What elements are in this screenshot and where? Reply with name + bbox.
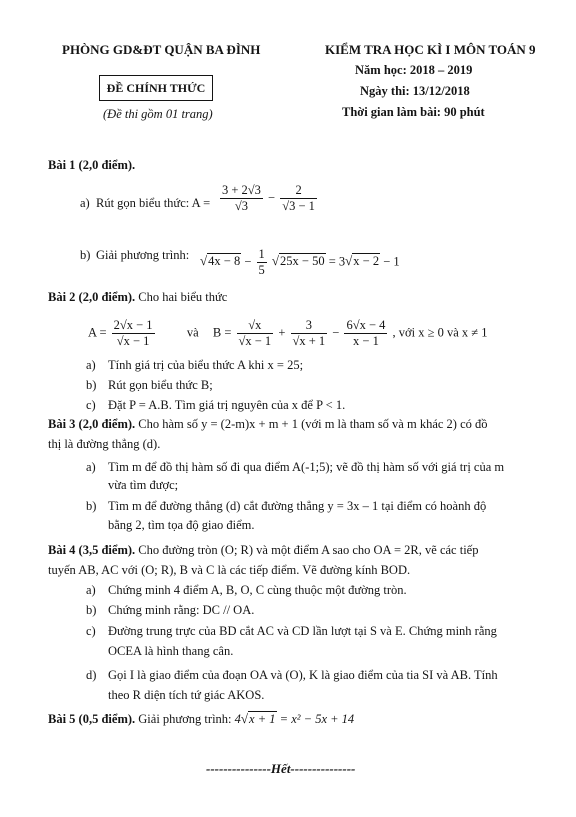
list-item: [86, 603, 254, 618]
item-label: a): [86, 358, 96, 372]
bai1-a-expression: [218, 183, 319, 214]
bai2-expression: [88, 318, 488, 349]
minus-sign: −: [268, 190, 276, 205]
exam-duration: Thời gian làm bài: 90 phút: [342, 105, 485, 119]
school-year: Năm học: 2018 – 2019: [355, 63, 473, 77]
item-label: d): [86, 668, 97, 682]
bai1-b-label: b): [80, 248, 91, 262]
equals-three: = 3: [328, 254, 346, 269]
bai3-title: Bài 3 (2,0 điểm).: [48, 417, 136, 431]
list-item: [86, 460, 504, 475]
bai5-title: Bài 5 (0,5 điểm).: [48, 712, 136, 726]
item-text: Rút gọn biểu thức B;: [108, 378, 213, 392]
item-text: Tìm m để đường thẳng (d) cắt đường thẳng y = 3x – 1 tại điểm có hoành độ: [108, 499, 487, 513]
bai3-intro-line2: thị là đường thẳng (d).: [48, 437, 161, 451]
domain-condition: , với x ≥ 0 và x ≠ 1: [392, 325, 488, 340]
a-den: √x − 1: [116, 334, 150, 348]
b2-den: √x + 1: [292, 334, 326, 348]
bai1-b-text: Giải phương trình:: [96, 248, 190, 262]
item-text-continued: theo R diện tích tứ giác AKOS.: [108, 688, 265, 702]
item-text: Tính giá trị của biểu thức A khi x = 25;: [108, 358, 304, 372]
item-text: Tìm m để đồ thị hàm số đi qua điểm A(-1;5); vẽ đồ thị hàm số với giá trị của m: [108, 460, 505, 474]
a-num: 2√x − 1: [113, 318, 153, 332]
one-fifth-fraction: [257, 247, 267, 278]
bai4-intro-line2: tuyến AB, AC với (O; R), B và C là các tiếp điểm. Vẽ đường kính BOD.: [48, 563, 411, 577]
radical: √25x − 50: [271, 253, 325, 269]
radical: √4x − 8: [200, 253, 241, 269]
bai3-heading: [48, 417, 488, 432]
radicand: 4x − 8: [208, 254, 241, 269]
b1-den: √x − 1: [238, 334, 272, 348]
plus-sign: +: [278, 325, 286, 340]
bai1-b-expression: [200, 247, 400, 278]
b3-den: x − 1: [353, 334, 379, 348]
bai3-intro-line1: Cho hàm số y = (2-m)x + m + 1 (với m là tham số và m khác 2) có đồ: [138, 417, 488, 431]
item-label: a): [86, 460, 96, 474]
fraction-den: 5: [258, 263, 265, 277]
official-stamp-box: [99, 75, 213, 101]
b-fraction-1: [237, 318, 274, 349]
radical: √x − 2: [345, 253, 380, 269]
exam-date: Ngày thi: 13/12/2018: [360, 84, 470, 98]
item-label: c): [86, 398, 96, 412]
bai1-a-frac1-num: 3 + 2√3: [222, 183, 261, 197]
item-text-continued: OCEA là hình thang cân.: [108, 644, 234, 658]
item-text: Chứng minh rằng: DC // OA.: [108, 603, 255, 617]
bai4-intro-line1: Cho đường tròn (O; R) và một điểm A sao cho OA = 2R, vẽ các tiếp: [138, 543, 479, 557]
item-text: Chứng minh 4 điểm A, B, O, C cùng thuộc một đường tròn.: [108, 583, 407, 597]
item-text: Đặt P = A.B. Tìm giá trị nguyên của x để P < 1.: [108, 398, 346, 412]
bai2-title: Bài 2 (2,0 điểm).: [48, 290, 136, 304]
bai1-a-frac1-den: √3: [234, 199, 249, 213]
bai2-intro: Cho hai biểu thức: [138, 290, 228, 304]
radicand: 25x − 50: [280, 254, 325, 269]
b1-num: √x: [237, 318, 274, 334]
a-fraction: [112, 318, 155, 349]
item-text: Gọi I là giao điểm của đoạn OA và (O), K là giao điểm của tia SI và AB. Tính: [108, 668, 498, 682]
list-item: [86, 668, 498, 683]
minus-one: − 1: [383, 254, 400, 269]
bai4-heading: [48, 543, 478, 558]
bai1-a-frac2: [280, 183, 317, 214]
item-label: b): [86, 499, 97, 513]
bai2-heading: [48, 290, 227, 305]
a-lhs: A =: [88, 325, 107, 340]
minus-sign: −: [244, 254, 252, 269]
bai5-heading: [48, 711, 354, 727]
b2-num: 3: [291, 318, 328, 334]
official-label: ĐỀ CHÍNH THỨC: [106, 81, 206, 95]
item-text-continued: vừa tìm được;: [108, 478, 179, 492]
radicand: x − 2: [353, 254, 380, 269]
department-name: PHÒNG GD&ĐT QUẬN BA ĐÌNH: [62, 42, 261, 57]
list-item: [86, 398, 345, 413]
list-item: [86, 499, 486, 514]
pages-note: (Đề thi gồm 01 trang): [103, 107, 213, 121]
b-fraction-2: [291, 318, 328, 349]
bai1-a-frac1: [220, 183, 263, 214]
radical: √x + 1: [240, 711, 276, 726]
bai1-title: Bài 1 (2,0 điểm).: [48, 158, 136, 172]
b3-num: 6√x − 4: [346, 318, 386, 332]
bai1-a-label: a): [80, 196, 90, 210]
b-lhs: B =: [212, 325, 232, 340]
bai4-title: Bài 4 (3,5 điểm).: [48, 543, 136, 557]
list-item: [86, 624, 497, 639]
minus-sign: −: [332, 325, 340, 340]
list-item: [86, 583, 407, 598]
fraction-num: 1: [258, 247, 265, 261]
bai5-text: Giải phương trình:: [138, 712, 232, 726]
list-item: [86, 358, 303, 373]
item-label: b): [86, 378, 97, 392]
exam-title: KIỂM TRA HỌC KÌ I MÔN TOÁN 9: [325, 42, 536, 57]
bai5-expression: [235, 712, 355, 726]
end-mark: ---------------Hết---------------: [206, 761, 356, 776]
right-hand-side: = x² − 5x + 14: [279, 712, 355, 726]
list-item: [86, 378, 213, 393]
coefficient: 4: [234, 712, 241, 726]
bai1-a-frac2-num: 2: [280, 183, 317, 199]
radicand: x + 1: [249, 712, 276, 726]
bai1-a-text: Rút gọn biểu thức: A =: [96, 196, 211, 210]
item-label: b): [86, 603, 97, 617]
item-text-continued: bằng 2, tìm tọa độ giao điểm.: [108, 518, 255, 532]
and-word: và: [186, 325, 199, 340]
item-label: a): [86, 583, 96, 597]
item-label: c): [86, 624, 96, 638]
b-fraction-3: [344, 318, 387, 349]
item-text: Đường trung trực của BD cắt AC và CD lần lượt tại S và E. Chứng minh rằng: [108, 624, 497, 638]
bai1-a-frac2-den: √3 − 1: [282, 199, 315, 213]
